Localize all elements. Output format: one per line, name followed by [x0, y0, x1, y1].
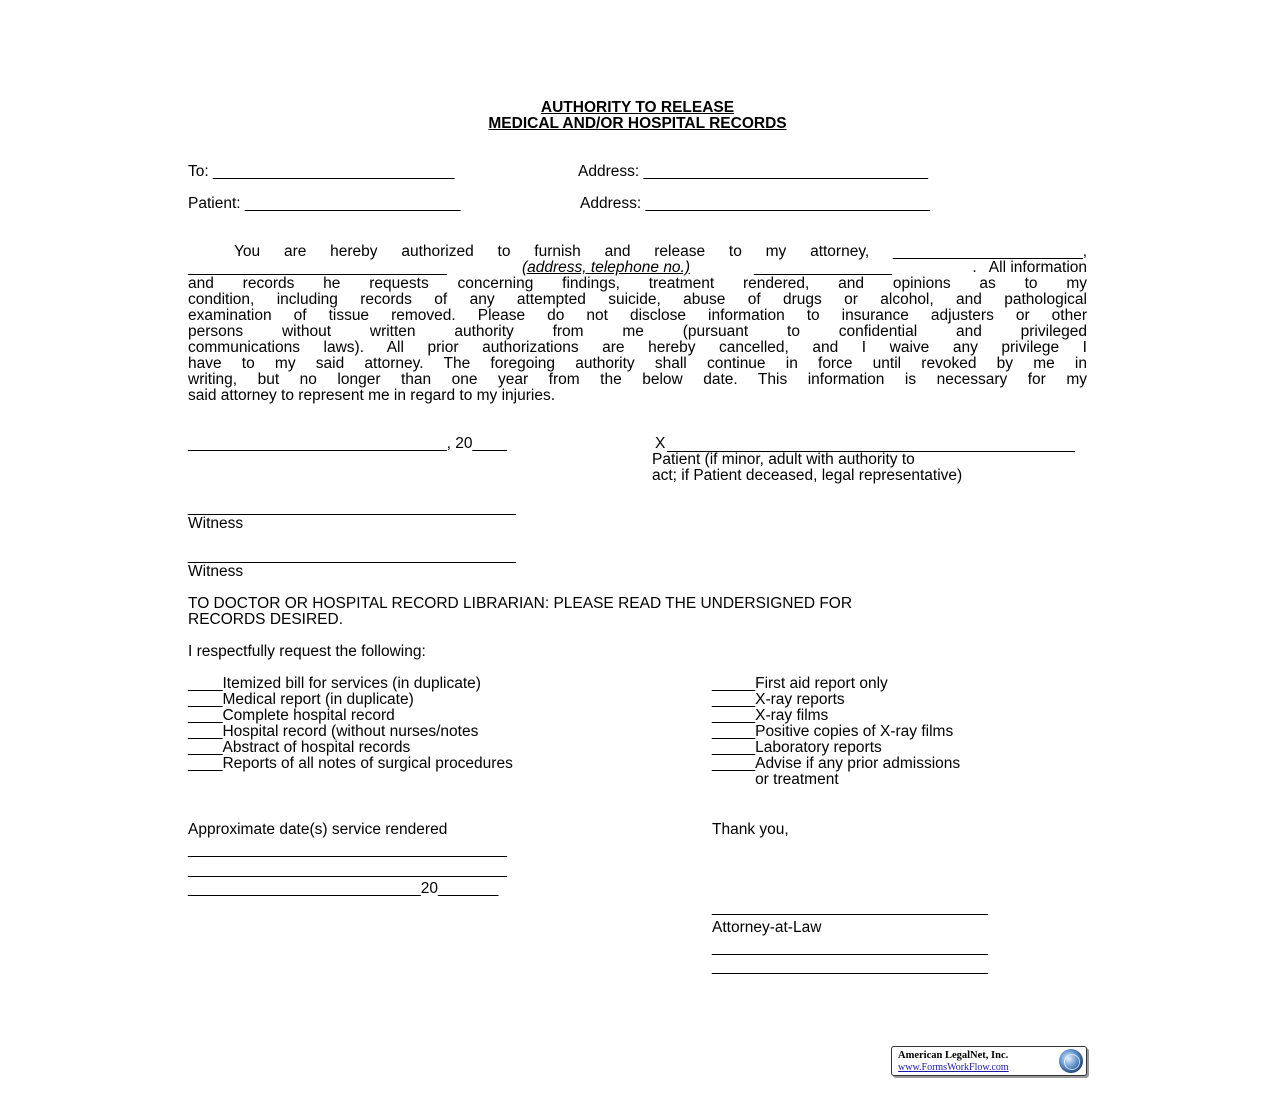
- authorization-line: condition, including records of any attempted suicide, abuse of drugs or alcohol, and pathological: [188, 291, 1087, 308]
- to-address-field: Address: _________________________________: [578, 163, 928, 180]
- address-telephone-hint: (address, telephone no.): [522, 259, 691, 276]
- request-item-right: or treatment: [712, 771, 839, 788]
- witness-2-label: Witness: [188, 563, 244, 580]
- authorization-line-2: [188, 260, 1087, 276]
- patient-caption-line1: Patient (if minor, adult with authority to: [652, 451, 915, 468]
- form-title-line1: AUTHORITY TO RELEASE: [540, 99, 735, 116]
- service-date-line: _____________________________________: [188, 841, 507, 858]
- form-title-line2: MEDICAL AND/OR HOSPITAL RECORDS: [488, 115, 787, 132]
- request-item-right: _____Laboratory reports: [712, 739, 882, 756]
- request-item-right: _____X-ray reports: [712, 691, 845, 708]
- witness-1-line: ______________________________________: [188, 499, 516, 516]
- patient-field: Patient: _________________________: [188, 195, 461, 212]
- authorization-last-line: said attorney to represent me in regard to my injuries.: [188, 387, 556, 404]
- attorney-label: Attorney-at-Law: [712, 919, 822, 936]
- witness-1-label: Witness: [188, 515, 244, 532]
- all-information-text: . All information: [972, 259, 1087, 276]
- request-item-right: _____First aid report only: [712, 675, 888, 692]
- thank-you-text: Thank you,: [712, 821, 789, 838]
- address-telephone-blank: ________________: [754, 259, 892, 276]
- authorization-paragraph: [188, 244, 1087, 404]
- request-item-left: ____Abstract of hospital records: [188, 739, 411, 756]
- request-item-left: ____Itemized bill for services (in duplicate): [188, 675, 481, 692]
- attorney-name-blank: ______________________________: [188, 259, 447, 276]
- service-date-line: _____________________________________: [188, 861, 507, 878]
- authorization-line: persons without written authority from me (pursuant to confidential and privileged: [188, 323, 1087, 340]
- authorization-line-1: You are hereby authorized to furnish and release to my attorney, ______________________,: [234, 243, 1087, 260]
- authorization-line: have to my said attorney. The foregoing authority shall continue in force until revoked by me in: [188, 355, 1087, 372]
- patient-address-field: Address: _________________________________: [580, 195, 930, 212]
- date-line: ______________________________, 20____: [188, 435, 507, 452]
- request-item-right: _____Positive copies of X-ray films: [712, 723, 954, 740]
- authorization-line: and records he requests concerning findings, treatment rendered, and opinions as to my: [188, 275, 1087, 292]
- attorney-info-line: ________________________________: [712, 958, 988, 975]
- to-field: To: ____________________________: [188, 163, 455, 180]
- authorization-line: writing, but no longer than one year from the below date. This information is necessary for my: [188, 371, 1087, 388]
- patient-caption-line2: act; if Patient deceased, legal representative): [652, 467, 963, 484]
- authorization-line: examination of tissue removed. Please do not disclose information to insurance adjusters or other: [188, 307, 1087, 324]
- attorney-signature-line: ________________________________: [712, 899, 988, 916]
- authorization-line: communications laws). All prior authorizations are hereby cancelled, and I waive any privilege I: [188, 339, 1087, 356]
- request-item-left: ____Hospital record (without nurses/notes: [188, 723, 479, 740]
- request-item-left: ____Reports of all notes of surgical procedures: [188, 755, 513, 772]
- service-date-line: ___________________________20_______: [188, 880, 499, 897]
- globe-icon: [1059, 1049, 1083, 1073]
- attorney-info-line: ________________________________: [712, 939, 988, 956]
- librarian-notice-line1: TO DOCTOR OR HOSPITAL RECORD LIBRARIAN: PLEASE READ THE UNDERSIGNED FOR: [188, 595, 853, 612]
- logo-website-link[interactable]: www.FormsWorkFlow.com: [898, 1062, 1009, 1073]
- logo-company-name: American LegalNet, Inc.: [898, 1050, 1009, 1061]
- request-item-left: ____Medical report (in duplicate): [188, 691, 414, 708]
- request-item-right: _____X-ray films: [712, 707, 829, 724]
- request-item-left: ____Complete hospital record: [188, 707, 395, 724]
- signature-x-mark: X: [655, 435, 666, 452]
- witness-2-line: ______________________________________: [188, 547, 516, 564]
- librarian-notice-line2: RECORDS DESIRED.: [188, 611, 344, 628]
- american-legalnet-logo: [891, 1046, 1087, 1076]
- service-dates-label: Approximate date(s) service rendered: [188, 821, 448, 838]
- request-intro: I respectfully request the following:: [188, 643, 426, 660]
- request-item-right: _____Advise if any prior admissions: [712, 755, 961, 772]
